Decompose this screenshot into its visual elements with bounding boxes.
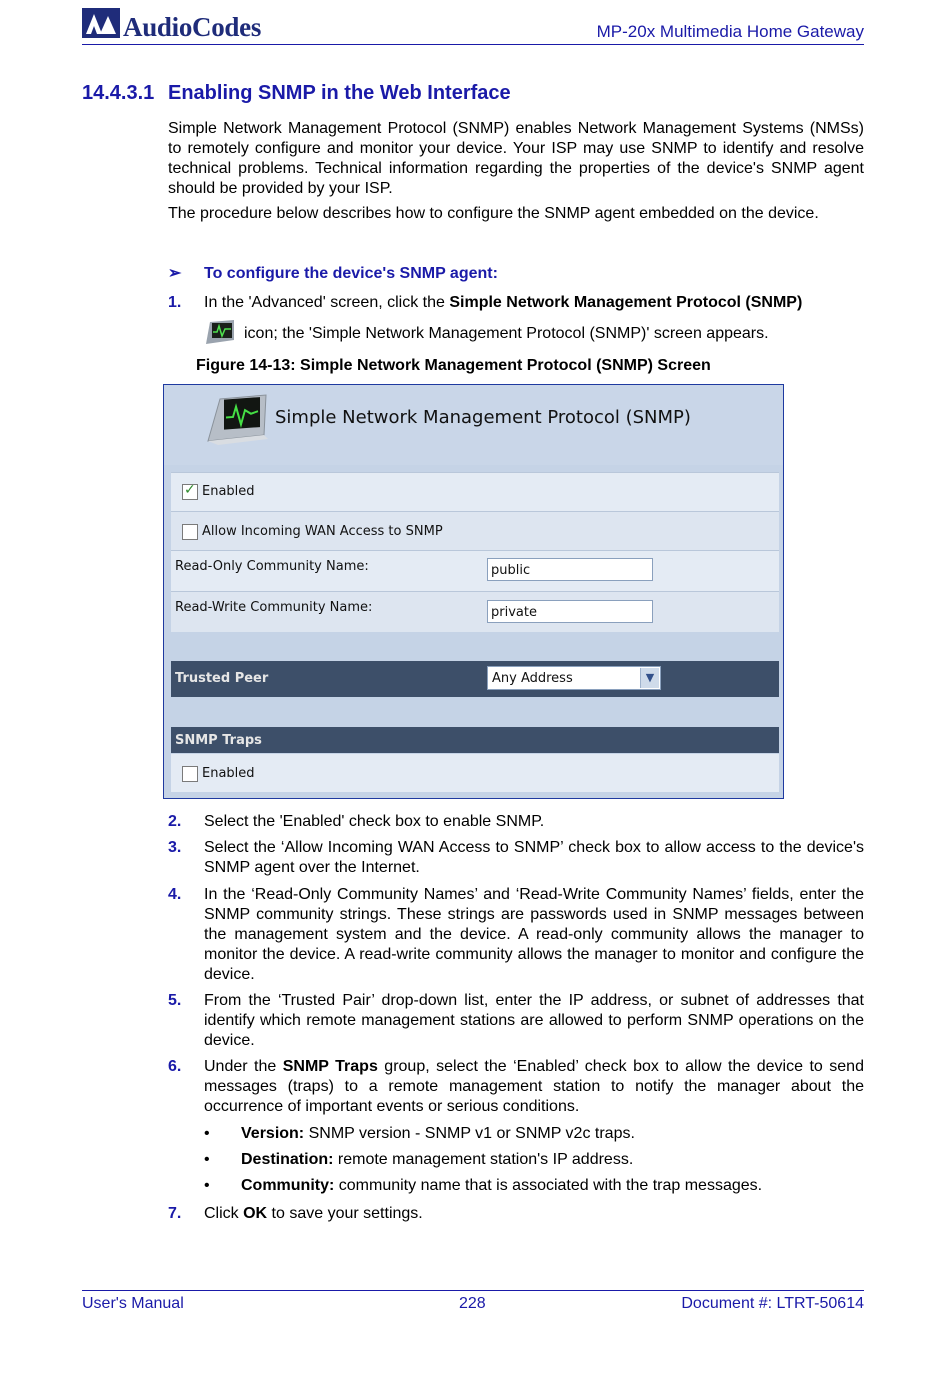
procedure-heading: [168, 263, 498, 283]
step-text: From the ‘Trusted Pair’ drop-down list, enter the IP address, or subnet of addresses that identify which remote management stations are allowed to perform SNMP operations on the device.: [204, 992, 864, 1049]
step-bold-text: OK: [243, 1205, 268, 1222]
intro-paragraph-1: Simple Network Management Protocol (SNMP) enables Network Management Systems (NMSs) to remotely configure and monitor your device. Your ISP may use SNMP to identify and resolve technical problems. Technical information regarding the properties of the device's SNMP agent should be provided by your ISP.: [168, 120, 864, 197]
enabled-label: Enabled: [202, 484, 255, 499]
step-text: group, select the ‘Enabled’ check box to allow the device to send messages (traps) to a remote management station to notify the manager about the occurrence of important events or serious conditions.: [204, 1058, 864, 1115]
trusted-peer-label: Trusted Peer: [175, 671, 269, 686]
step-number: 6.: [168, 1058, 182, 1075]
trusted-peer-select[interactable]: [487, 666, 661, 690]
step-number: 4.: [168, 886, 182, 903]
step-1-continued: [204, 318, 769, 346]
wan-access-label: Allow Incoming WAN Access to SNMP: [202, 524, 443, 539]
bullet-version: [204, 1125, 635, 1143]
chevron-down-icon: ▼: [640, 668, 659, 688]
procedure-title: To configure the device's SNMP agent:: [204, 265, 498, 282]
screen-title: Simple Network Management Protocol (SNMP): [275, 407, 691, 428]
bullet-destination: [204, 1151, 633, 1169]
header-product-title: MP-20x Multimedia Home Gateway: [596, 22, 864, 41]
footer-manual-label: User's Manual: [82, 1295, 184, 1312]
step-text: to save your settings.: [267, 1205, 423, 1222]
bullet-dot-icon: •: [204, 1177, 210, 1194]
footer-divider: [82, 1290, 864, 1291]
traps-enabled-row: [171, 754, 779, 792]
step-number: 3.: [168, 839, 182, 856]
bullet-text: remote management station's IP address.: [333, 1151, 634, 1168]
step-text: In the ‘Read-Only Community Names’ and ‘Read-Write Community Names’ fields, enter the SNMP community strings. These strings are passwords used in SNMP messages between the management system and the device. A read-only community allows the manager to monitor the device. A read-write community allows the manager to monitor and configure the device.: [204, 886, 864, 983]
step-7: [168, 1204, 864, 1224]
step-text: Select the ‘Allow Incoming WAN Access to SNMP’ check box to allow access to the device's SNMP agent over the Internet.: [204, 839, 864, 876]
snmp-screenshot: [163, 384, 784, 799]
step-bold-text: Simple Network Management Protocol (SNMP): [449, 294, 803, 311]
bullet-dot-icon: •: [204, 1125, 210, 1142]
screen-title-area: [164, 385, 783, 465]
section-heading: [82, 82, 511, 105]
read-write-label: Read-Write Community Name:: [175, 600, 373, 615]
wan-access-row: [171, 511, 779, 550]
audiocodes-logo: [82, 8, 272, 42]
traps-enabled-label: Enabled: [202, 766, 255, 781]
section-number: 14.4.3.1: [82, 82, 155, 104]
step-text: Select the 'Enabled' check box to enable SNMP.: [204, 813, 545, 830]
snmp-traps-band: [171, 727, 779, 753]
header-divider: [82, 44, 864, 45]
audiocodes-logo-mark: [82, 8, 120, 38]
read-only-row: [171, 550, 779, 591]
logo-text: AudioCodes: [123, 12, 262, 42]
bullet-term: Community:: [241, 1177, 335, 1194]
figure-caption: Figure 14-13: Simple Network Management Protocol (SNMP) Screen: [196, 357, 711, 374]
intro-paragraph-2: The procedure below describes how to configure the SNMP agent embedded on the device.: [168, 205, 819, 222]
step-text: Under the: [204, 1058, 283, 1075]
footer-document-number: Document #: LTRT-50614: [681, 1295, 864, 1312]
trusted-peer-band: [171, 661, 779, 697]
bullet-text: community name that is associated with the trap messages.: [334, 1177, 763, 1194]
enabled-row: [171, 472, 779, 511]
read-only-community-input[interactable]: public: [487, 558, 653, 581]
step-4: [168, 885, 864, 985]
bullet-dot-icon: •: [204, 1151, 210, 1168]
footer-page-number: 228: [459, 1295, 486, 1312]
step-3: [168, 838, 864, 878]
bullet-term: Version:: [241, 1125, 305, 1142]
enabled-checkbox[interactable]: [182, 484, 198, 500]
snmp-traps-label: SNMP Traps: [175, 733, 262, 748]
step-number: 1.: [168, 294, 182, 311]
traps-enabled-checkbox[interactable]: [182, 766, 198, 782]
step-text: In the 'Advanced' screen, click the: [204, 294, 450, 311]
snmp-monitor-icon: [204, 391, 274, 453]
step-number: 5.: [168, 992, 182, 1009]
step-text: icon; the 'Simple Network Management Protocol (SNMP)' screen appears.: [244, 325, 769, 342]
step-5: [168, 991, 864, 1051]
trusted-peer-value: Any Address: [492, 671, 573, 686]
step-2: [168, 812, 864, 832]
step-number: 2.: [168, 813, 182, 830]
snmp-monitor-icon: [204, 318, 238, 346]
step-number: 7.: [168, 1205, 182, 1222]
step-1: [168, 293, 864, 313]
read-write-community-input[interactable]: private: [487, 600, 653, 623]
read-write-row: [171, 591, 779, 632]
arrow-bullet-icon: ➢: [168, 265, 182, 282]
bullet-text: SNMP version - SNMP v1 or SNMP v2c traps.: [304, 1125, 635, 1142]
read-only-label: Read-Only Community Name:: [175, 559, 369, 574]
bullet-community: [204, 1177, 762, 1195]
bullet-term: Destination:: [241, 1151, 334, 1168]
section-title: Enabling SNMP in the Web Interface: [168, 82, 511, 104]
wan-access-checkbox[interactable]: [182, 524, 198, 540]
step-6: [168, 1057, 864, 1117]
checkmark-icon: ✓: [184, 482, 196, 498]
step-bold-text: SNMP Traps: [282, 1058, 378, 1075]
step-text: Click: [204, 1205, 244, 1222]
